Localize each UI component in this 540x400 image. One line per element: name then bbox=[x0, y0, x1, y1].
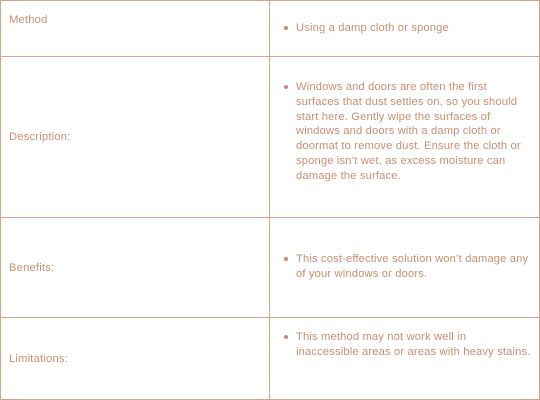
row-label-method: Method bbox=[9, 14, 48, 26]
row-label-description: Description: bbox=[9, 131, 71, 143]
row-label-limitations: Limitations: bbox=[9, 352, 68, 365]
row-label-benefits: Benefits: bbox=[9, 261, 55, 274]
bullet-text: Using a damp cloth or sponge bbox=[296, 22, 449, 34]
bullet-text: This cost-effective solution won’t damage any of your windows or doors. bbox=[296, 253, 529, 280]
list-item bbox=[284, 21, 531, 36]
table-row-method bbox=[0, 0, 540, 56]
list-item bbox=[284, 252, 531, 282]
content-cell bbox=[270, 318, 539, 399]
table-row-description bbox=[0, 56, 540, 217]
list-item bbox=[284, 330, 531, 360]
content-cell bbox=[270, 57, 539, 217]
table-row-benefits bbox=[0, 217, 540, 317]
bullet-text: Windows and doors are often the first surfaces that dust settles on, so you should start here. Gently wipe the surfaces of windows and doors with a damp cloth or doormat to remove dust. Ensure the cloth or sponge isn’t wet, as excess moisture can damage the surface. bbox=[296, 81, 521, 182]
bullet-dot-icon bbox=[284, 85, 288, 89]
content-cell bbox=[270, 218, 539, 317]
label-cell bbox=[1, 318, 270, 399]
bullet-dot-icon bbox=[284, 257, 288, 261]
content-cell bbox=[270, 1, 539, 56]
bullet-dot-icon bbox=[284, 335, 288, 339]
label-cell bbox=[1, 218, 270, 317]
list-item bbox=[284, 80, 531, 184]
label-cell bbox=[1, 1, 270, 56]
label-cell bbox=[1, 57, 270, 217]
table-row-limitations bbox=[0, 317, 540, 400]
bullet-dot-icon bbox=[284, 26, 288, 30]
bullet-text: This method may not work well in inaccessible areas or areas with heavy stains. bbox=[296, 331, 531, 358]
